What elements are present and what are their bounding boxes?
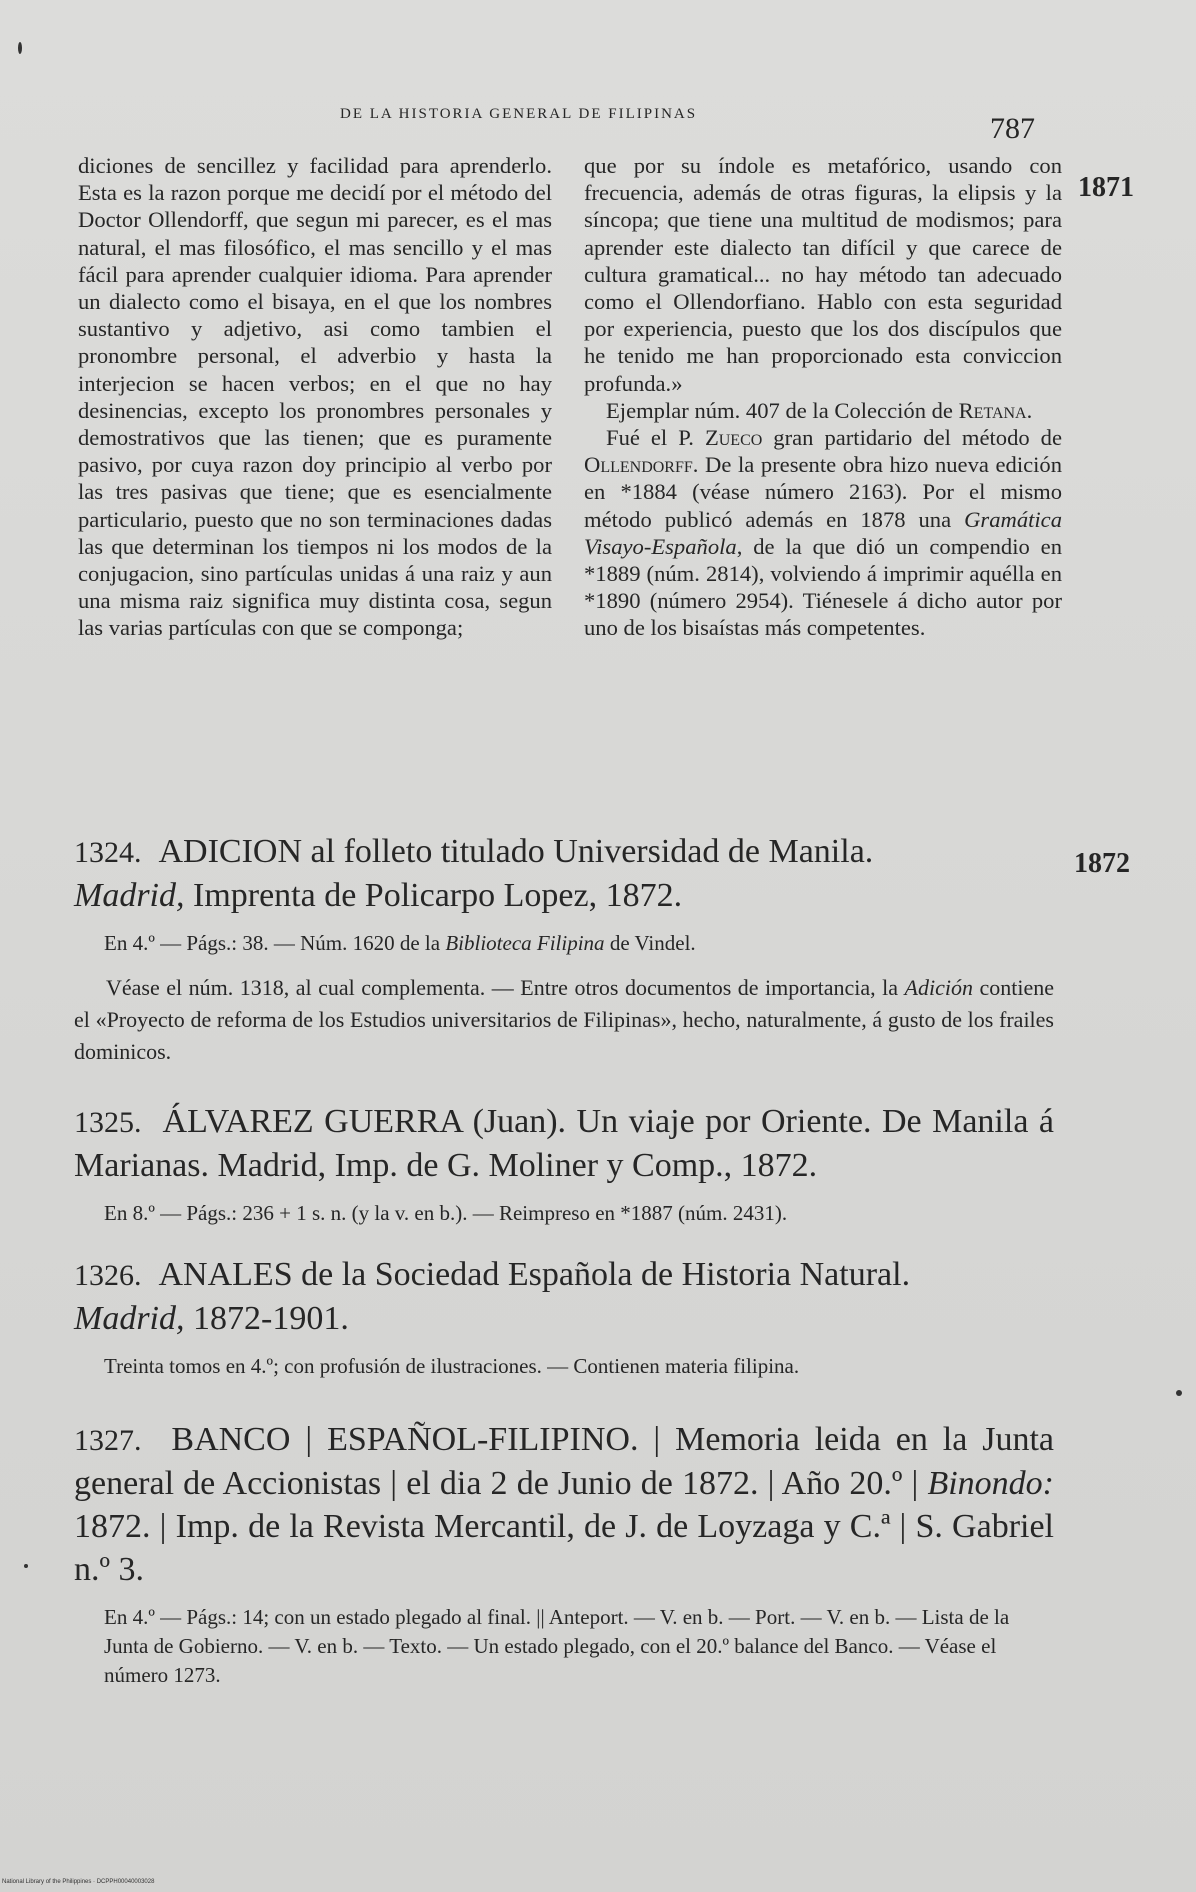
entry-title: 1326. ANALES de la Sociedad Española de Historia Natural. Madrid, 1872-1901. [74,1256,911,1337]
entry-note: En 8.º — Págs.: 236 + 1 s. n. (y la v. en b.). — Reimpreso en *1887 (núm. 2431). [104,1201,788,1225]
page-number: 787 [990,112,1035,145]
entry-note: Treinta tomos en 4.º; con profusión de ilustraciones. — Contienen materia filipina. [104,1354,800,1378]
left-column [78,152,552,642]
running-title: DE LA HISTORIA GENERAL DE FILIPINAS [340,106,698,122]
entry-description: Véase el núm. 1318, al cual complementa. — Entre otros documentos de importancia, la Adición contiene el «Proyecto de reforma de los Estudios universitarios de Filipinas», hecho, naturalmente, á gusto de los frailes dominicos. [74,975,1054,1064]
scan-speck [18,42,22,54]
entry-1324 [74,830,1054,1068]
entry-1326 [74,1253,1054,1381]
left-column-text: diciones de sencillez y facilidad para aprenderlo. Esta es la razon porque me decidí por el método del Doctor Ollendorff, que segun mi parecer, es el mas natural, el mas filosófico, el mas sencillo y el mas fácil para aprender cualquier idioma. Para aprender un dialecto como el bisaya, en el que los nombres sustantivo y adjetivo, asi como tambien el pronombre personal, el adverbio y hasta la interjecion se hacen verbos; en el que no hay desinencias, excepto los pronombres personales y demostrativos que las tienen; que es puramente pasivo, por cuya razon doy principio al verbo por las tres pasivas que tiene; que es esencialmente particulario, puesto que no son terminaciones dadas las que determinan los tiempos ni los modos de la conjugacion, sino partículas unidas á una raiz y aun una misma raiz significa muy distinta cosa, segun las varias partículas con que se componga; [78,153,552,641]
margin-year-1871: 1871 [1078,172,1134,203]
scan-speck [24,1564,28,1568]
margin-year-1872: 1872 [1074,848,1130,879]
scan-speck [1176,1390,1182,1396]
right-column [584,152,1062,642]
entry-title: 1327. BANCO | ESPAÑOL-FILIPINO. | Memoria leida en la Junta general de Accionistas | el dia 2 de Junio de 1872. | Año 20.º | Binondo: 1872. | Imp. de la Revista Mercantil, de J. de Loyzaga y C.ª | S. Gabriel n.º 3. [74,1421,1055,1588]
right-column-continuation: que por su índole es metafórico, usando con frecuencia, además de otras figuras, la elipsis y la síncopa; que tiene una multitud de modismos; para aprender este dialecto tan difícil y que carece de cultura gramatical... no hay método tan adecuado como el Ollendorfiano. Hablo con esta seguridad por experiencia, puesto que los dos discípulos que he tenido me han proporcionado esta conviccion profunda.» [584,153,1062,396]
author-note: Fué el P. Zueco gran partidario del método de Ollendorff. De la presente obra hizo nueva edición en *1884 (véase número 2163). Por el mismo método publicó además en 1878 una Gramática Visayo-Española, de la que dió un compendio en *1889 (núm. 2814), volviendo á imprimir aquélla en *1890 (número 2954). Tiénesele á dicho autor por uno de los bisaístas más competentes. [584,425,1062,641]
entry-title: 1325. ÁLVAREZ GUERRA (Juan). Un viaje por Oriente. De Manila á Marianas. Madrid, Imp. de G. Moliner y Comp., 1872. [74,1103,1054,1184]
entry-1325 [74,1100,1054,1228]
entry-1327 [74,1418,1054,1690]
entry-note: En 4.º — Págs.: 14; con un estado plegado al final. || Anteport. — V. en b. — Port. — V. en b. — Lista de la Junta de Gobierno. — V. en b. — Texto. — Un estado plegado, con el 20.º balance del Banco. — Véase el número 1273. [104,1605,1010,1687]
scan-footer-stamp: National Library of the Philippines · DCPPH00040003028 [2,1879,155,1885]
entry-note: En 4.º — Págs.: 38. — Núm. 1620 de la Biblioteca Filipina de Vindel. [104,931,696,955]
entry-title: 1324. ADICION al folleto titulado Universidad de Manila. Madrid, Imprenta de Policarpo Lopez, 1872. [74,833,874,914]
ejemplar-note: Ejemplar núm. 407 de la Colección de Retana. [606,397,1033,423]
